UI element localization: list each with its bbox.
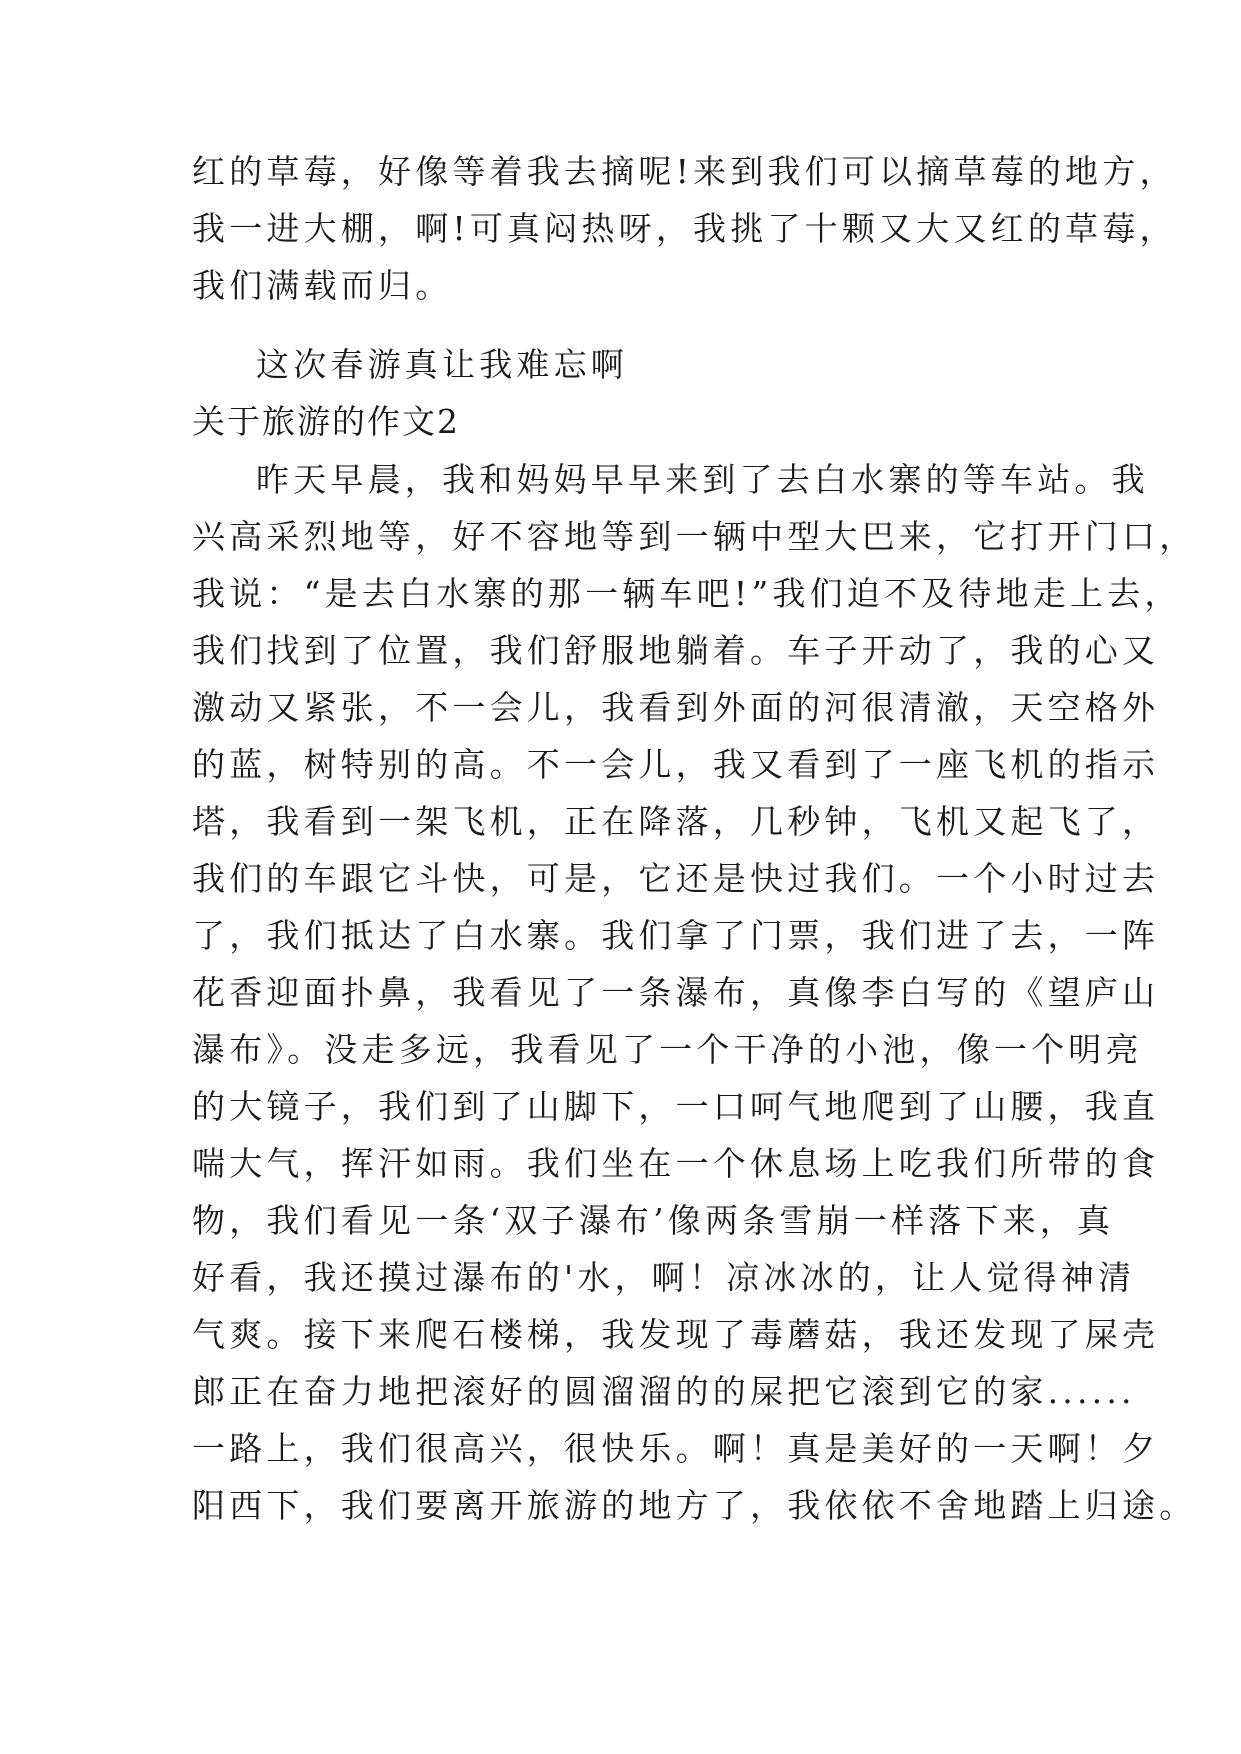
paragraph-line: 喘大气，挥汗如雨。我们坐在一个休息场上吃我们所带的食 <box>192 1144 1160 1183</box>
paragraph-line: 一路上，我们很高兴，很快乐。啊！真是美好的一天啊！夕 <box>192 1429 1160 1468</box>
paragraph-line: 我说：“是去白水寨的那一辆车吧!”我们迫不及待地走上去， <box>192 574 1182 613</box>
paragraph-line: 我一进大棚，啊!可真闷热呀，我挑了十颗又大又红的草莓， <box>192 209 1177 248</box>
paragraph-line: 的蓝，树特别的高。不一会儿，我又看到了一座飞机的指示 <box>192 745 1160 784</box>
paragraph-line: 我们找到了位置，我们舒服地躺着。车子开动了，我的心又 <box>192 631 1160 670</box>
paragraph-line: 兴高采烈地等，好不容地等到一辆中型大巴来，它打开门口， <box>192 517 1197 556</box>
paragraph-line: 激动又紧张，不一会儿，我看到外面的河很清澈，天空格外 <box>192 688 1160 727</box>
paragraph-line: 好看，我还摸过瀑布的'水，啊！凉冰冰的，让人觉得神清 <box>192 1258 1136 1297</box>
paragraph-line: 红的草莓，好像等着我去摘呢!来到我们可以摘草莓的地方， <box>192 152 1177 191</box>
paragraph-line: 塔，我看到一架飞机，正在降落，几秒钟，飞机又起飞了， <box>192 802 1160 841</box>
paragraph-line: 物，我们看见一条‘双子瀑布’像两条雪崩一样落下来，真 <box>192 1201 1115 1240</box>
paragraph-line: 昨天早晨，我和妈妈早早来到了去白水寨的等车站。我 <box>256 460 1149 499</box>
paragraph-line: 郎正在奋力地把滚好的圆溜溜的的屎把它滚到它的家...... <box>192 1372 1136 1411</box>
paragraph-line: 我们满载而归。 <box>192 266 453 305</box>
paragraph-line: 这次春游真让我难忘啊 <box>256 345 628 384</box>
paragraph-line: 花香迎面扑鼻，我看见了一条瀑布，真像李白写的《望庐山 <box>192 973 1160 1012</box>
section-heading: 关于旅游的作文2 <box>192 402 460 441</box>
paragraph-line: 瀑布》。没走多远，我看见了一个干净的小池，像一个明亮 <box>192 1030 1143 1069</box>
paragraph-line: 我们的车跟它斗快，可是，它还是快过我们。一个小时过去 <box>192 859 1160 898</box>
paragraph-line: 阳西下，我们要离开旅游的地方了，我依依不舍地踏上归途。 <box>192 1486 1197 1525</box>
paragraph-line: 的大镜子，我们到了山脚下，一口呵气地爬到了山腰，我直 <box>192 1087 1160 1126</box>
paragraph-line: 气爽。接下来爬石楼梯，我发现了毒蘑菇，我还发现了屎壳 <box>192 1315 1160 1354</box>
paragraph-line: 了，我们抵达了白水寨。我们拿了门票，我们进了去，一阵 <box>192 916 1160 955</box>
